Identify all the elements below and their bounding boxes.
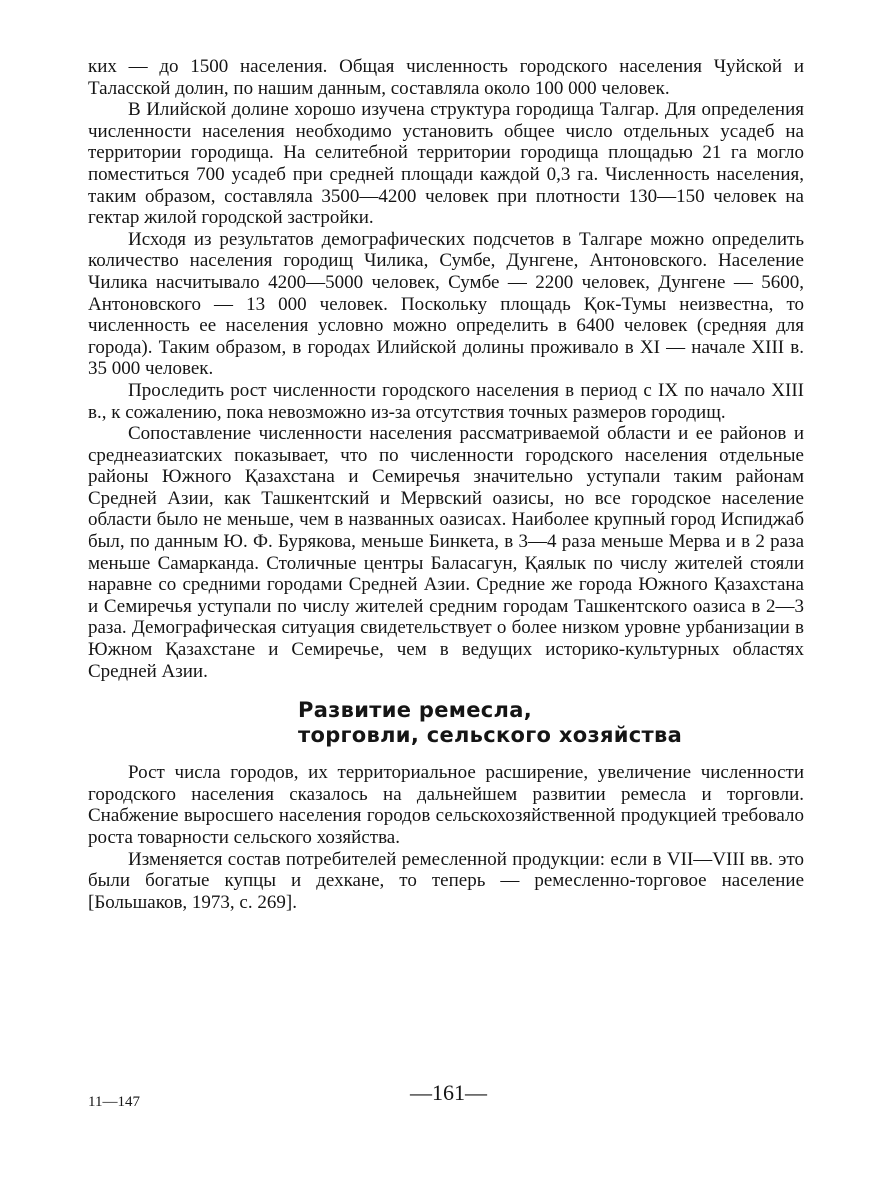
paragraph-3: Исходя из результатов демографических подсчетов в Талгаре можно определить количество населения городищ Чилика, Сумбе, Дунгене, Антоновского. Население Чилика насчитывало 4200—5000 человек, Сумбе — 2200 человек, Дунгене — 5600, Антоновского — 13 000 человек. Поскольку площадь Қок-Тумы неизвестна, то численность ее населения условно можно определить в 6400 человек (средняя для города). Таким образом, в городах Илийской долины проживало в XI — начале XIII в. 35 000 человек. (88, 228, 804, 380)
paragraph-7: Изменяется состав потребителей ремесленной продукции: если в VII—VIII вв. это были богатые купцы и дехкане, то теперь — ремесленно-торговое население [Большаков, 1973, с. 269]. (88, 848, 804, 913)
paragraph-2: В Илийской долине хорошо изучена структура городища Талгар. Для определения численности населения необходимо установить общее число отдельных усадеб на территории городища. На селитебной территории городища площадью 21 га могло поместиться 700 усадеб при средней площади каждой 0,3 га. Численность населения, таким образом, составляла 3500—4200 человек при плотности 130—150 человек на гектар жилой городской застройки. (88, 99, 804, 229)
section-heading-line-2: торговли, сельского хозяйства (298, 723, 683, 748)
page-number: —161— (410, 1080, 487, 1105)
section-heading (298, 698, 804, 748)
paragraph-4: Проследить рост численности городского населения в период с IX по начало XIII в., к сожалению, пока невозможно из-за отсутствия точных размеров городищ. (88, 379, 804, 423)
printer-signature: 11—147 (88, 1094, 140, 1110)
paragraph-5: Сопоставление численности населения рассматриваемой области и ее районов и среднеазиатских показывает, что по численности городского населения отдельные районы Южного Қазахстана и Семиречья значительно уступали таким районам Средней Азии, как Ташкентский и Мервский оазисы, но все городское население области было не меньше, чем в названных оазисах. Наиболее крупный город Испиджаб был, по данным Ю. Ф. Бурякова, меньше Бинкета, в 3—4 раза меньше Мерва и в 2 раза меньше Самарканда. Столичные центры Баласагун, Қаялык по числу жителей стояли наравне со средними городами Средней Азии. Средние же города Южного Қазахстана и Семиречья уступали по числу жителей средним городам Ташкентского оазиса в 2—3 раза. Демографическая ситуация свидетельствует о более низком уровне урбанизации в Южном Қазахстане и Семиречье, чем в ведущих историко-культурных областях Средней Азии. (88, 423, 804, 682)
paragraph-1: ких — до 1500 населения. Общая численность городского населения Чуйской и Таласской долин, по нашим данным, составляла около 100 000 человек. (88, 56, 804, 99)
page-footer (88, 1080, 804, 1110)
page-body (88, 56, 804, 913)
section-heading-line-1: Развитие ремесла, (298, 698, 532, 723)
paragraph-6: Рост числа городов, их территориальное расширение, увеличение численности городского населения сказалось на дальнейшем развитии ремесла и торговли. Снабжение выросшего населения городов сельскохозяйственной продукцией требовало роста товарности сельского хозяйства. (88, 762, 804, 848)
